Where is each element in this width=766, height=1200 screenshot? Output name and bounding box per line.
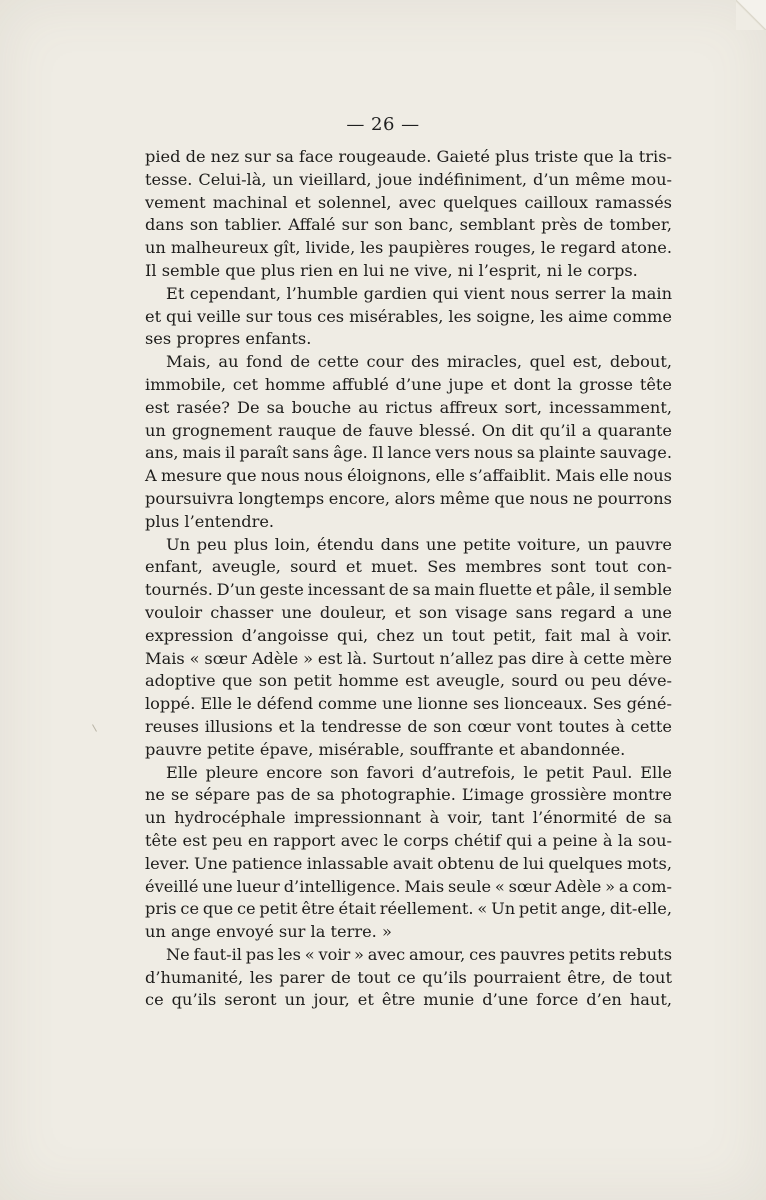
text-line: lever. Une patience inlassable avait obtenu de lui quelques mots, (145, 853, 672, 873)
body-text (145, 146, 672, 1012)
text-line: est rasée? De sa bouche au rictus affreux sort, incessamment, (145, 397, 672, 417)
text-line: éveillé une lueur d’intelligence. Mais seule « sœur Adèle » a com- (145, 876, 672, 896)
text-line: pied de nez sur sa face rougeaude. Gaieté plus triste que la tris- (145, 147, 672, 166)
text-line: tesse. Celui-là, un vieillard, joue indéfiniment, d’un même mou- (145, 169, 672, 189)
text-line: Ne faut-il pas les « voir » avec amour, ces pauvres petits rebuts (166, 944, 672, 964)
text-line: plus l’entendre. (145, 511, 275, 531)
text-line: vouloir chasser une douleur, et son visage sans regard a une (145, 602, 672, 622)
text-line: un malheureux gît, livide, les paupières rouges, le regard atone. (145, 238, 672, 258)
text-line: enfant, aveugle, sourd et muet. Ses membres sont tout con- (145, 557, 672, 577)
text-line: loppé. Elle le défend comme une lionne ses lionceaux. Ses géné- (145, 694, 672, 714)
text-line: Il semble que plus rien en lui ne vive, ni l’esprit, ni le corps. (145, 260, 638, 280)
text-line: expression d’angoisse qui, chez un tout petit, fait mal à voir. (145, 625, 672, 645)
text-line: adoptive que son petit homme est aveugle, sourd ou peu déve- (145, 671, 672, 691)
text-line: Un peu plus loin, étendu dans une petite voiture, un pauvre (166, 534, 672, 554)
page-corner (736, 0, 766, 30)
text-line: Et cependant, l’humble gardien qui vient nous serrer la main (166, 283, 672, 303)
text-line: ne se sépare pas de sa photographie. L’image grossière montre (145, 785, 672, 805)
text-line: et qui veille sur tous ces misérables, les soigne, les aime comme (145, 306, 672, 326)
text-line: poursuivra longtemps encore, alors même que nous ne pourrons (145, 488, 672, 508)
text-line: reuses illusions et la tendresse de son cœur vont toutes à cette (145, 716, 672, 736)
text-line: ce qu’ils seront un jour, et être munie d’une force d’en haut, (145, 990, 672, 1010)
text-line: un ange envoyé sur la terre. » (145, 922, 392, 942)
text-line: ans, mais il paraît sans âge. Il lance vers nous sa plainte sauvage. (145, 443, 672, 463)
text-line: Elle pleure encore son favori d’autrefois, le petit Paul. Elle (166, 762, 672, 782)
text-line: tête est peu en rapport avec le corps chétif qui a peine à la sou- (145, 830, 672, 850)
margin-mark (92, 724, 97, 731)
text-line: d’humanité, les parer de tout ce qu’ils pourraient être, de tout (145, 967, 672, 987)
text-line: un grognement rauque de fauve blessé. On dit qu’il a quarante (145, 420, 672, 440)
page-number: — 26 — (346, 114, 420, 135)
text-line: A mesure que nous nous éloignons, elle s’affaiblit. Mais elle nous (145, 466, 672, 486)
text-line: tournés. D’un geste incessant de sa main fluette et pâle, il semble (145, 580, 672, 600)
text-line: un hydrocéphale impressionnant à voir, tant l’énormité de sa (145, 808, 672, 828)
text-line: ses propres enfants. (145, 329, 312, 349)
text-line: vement machinal et solennel, avec quelques cailloux ramassés (145, 192, 672, 212)
text-line: Mais, au fond de cette cour des miracles, quel est, debout, (166, 352, 672, 372)
text-line: pris ce que ce petit être était réellement. « Un petit ange, dit-elle, (145, 899, 672, 919)
text-line: dans son tablier. Affalé sur son banc, semblant près de tomber, (145, 215, 672, 235)
text-line: immobile, cet homme affublé d’une jupe et dont la grosse tête (145, 374, 672, 394)
text-line: pauvre petite épave, misérable, souffrante et abandonnée. (145, 739, 626, 759)
text-line: Mais « sœur Adèle » est là. Surtout n’allez pas dire à cette mère (145, 648, 672, 668)
